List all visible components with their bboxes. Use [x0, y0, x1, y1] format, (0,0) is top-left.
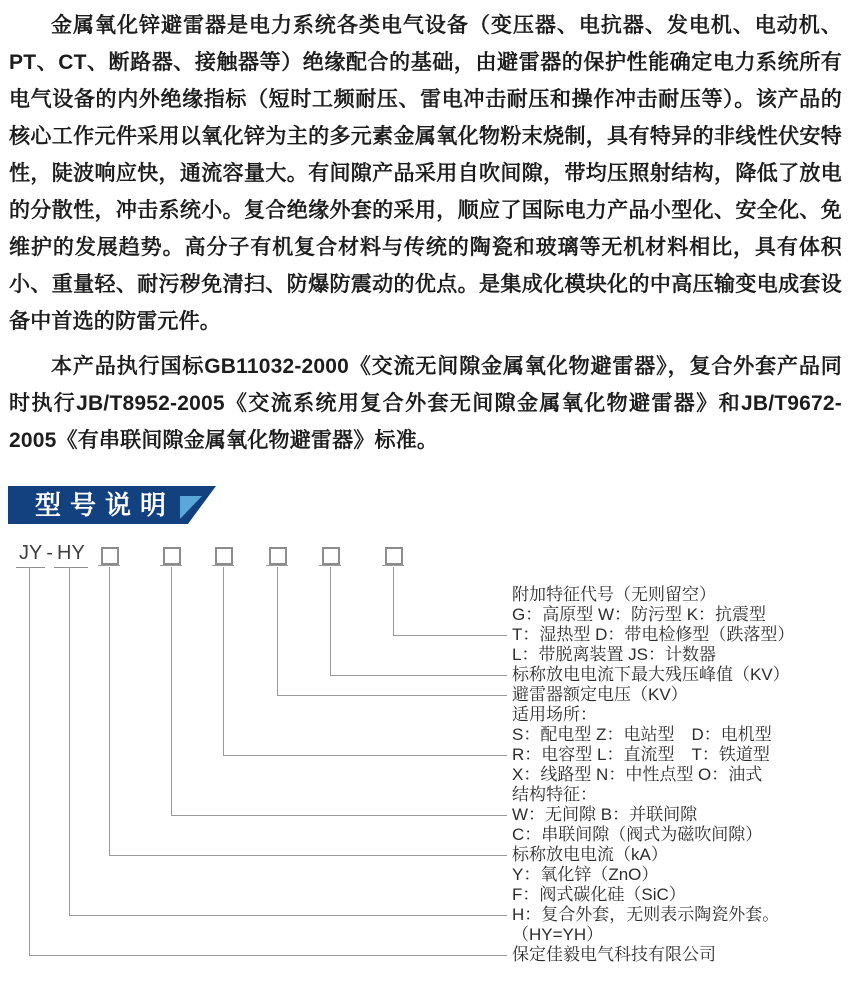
- connector-v-box1: [109, 567, 110, 855]
- model-code-box-5: [322, 547, 340, 565]
- legend-block: [512, 585, 794, 965]
- legend-line-structure-codes-1: W：无间隙 B：并联间隙: [512, 805, 698, 824]
- connector-v-box5: [330, 567, 331, 675]
- box-underline-2: [160, 565, 182, 566]
- connector-v-box6: [393, 567, 394, 635]
- model-code-box-4: [269, 547, 287, 565]
- legend-line-additional-feature-codes-2: T：湿热型 D：带电检修型（跌落型）: [512, 625, 795, 644]
- connector-v-hy: [69, 567, 70, 915]
- connector-h-box4: [277, 695, 507, 696]
- legend-line-material-zno: Y：氧化锌（ZnO）: [512, 865, 659, 884]
- model-code-box-6: [385, 547, 403, 565]
- connector-v-box4: [277, 567, 278, 695]
- connector-h-box3: [223, 755, 507, 756]
- legend-line-additional-feature-title: 附加特征代号（无则留空）: [512, 585, 716, 604]
- legend-line-additional-feature-codes-3: L：带脱离装置 JS：计数器: [512, 645, 717, 664]
- legend-line-nominal-discharge-current: 标称放电电流（kA）: [512, 845, 668, 864]
- legend-line-application-codes-1: S：配电型 Z：电站型 D：电机型: [512, 725, 772, 744]
- connector-h-box5: [330, 675, 507, 676]
- legend-line-housing: H：复合外套，无则表示陶瓷外套。: [512, 905, 780, 924]
- model-code-box-2: [163, 547, 181, 565]
- legend-line-hy-note: （HY=YH）: [512, 925, 604, 944]
- connector-h-box2: [171, 815, 507, 816]
- legend-line-rated-voltage: 避雷器额定电压（KV）: [512, 685, 688, 704]
- section-title: 型号说明: [35, 490, 176, 520]
- model-code-separator: -: [46, 542, 54, 564]
- connector-h-hy: [69, 915, 507, 916]
- legend-line-application-codes-3: X：线路型 N：中性点型 O：油式: [512, 765, 763, 784]
- box-underline-6: [382, 565, 404, 566]
- box-underline-5: [319, 565, 341, 566]
- connector-h-jy: [29, 955, 507, 956]
- model-code-box-3: [215, 547, 233, 565]
- legend-line-application-title: 适用场所：: [512, 705, 597, 724]
- intro-paragraph-2: 本产品执行国标GB11032-2000《交流无间隙金属氧化物避雷器》，复合外套产品同时执行JB/T8952-2005《交流系统用复合外套无间隙金属氧化物避雷器》和JB/T9672-2005《有串联间隙金属氧化物避雷器》标准。: [9, 355, 842, 452]
- box-underline-4: [266, 565, 288, 566]
- intro-section: [9, 7, 842, 459]
- connector-h-box1: [109, 855, 507, 856]
- legend-line-company-name: 保定佳毅电气科技有限公司: [512, 945, 716, 964]
- legend-line-material-sic: F：阀式碳化硅（SiC）: [512, 885, 686, 904]
- box-underline-1: [98, 565, 120, 566]
- connector-h-box6: [393, 635, 507, 636]
- legend-line-structure-codes-2: C：串联间隙（阀式为磁吹间隙）: [512, 825, 763, 844]
- legend-line-application-codes-2: R：电容型 L：直流型 T：铁道型: [512, 745, 770, 764]
- legend-line-max-residual-voltage: 标称放电电流下最大残压峰值（KV）: [512, 665, 790, 684]
- legend-line-structure-title: 结构特征：: [512, 785, 597, 804]
- section-banner: [8, 486, 216, 524]
- model-code-prefix: JY: [16, 542, 45, 568]
- connector-v-box2: [171, 567, 172, 815]
- connector-v-box3: [223, 567, 224, 755]
- model-code: [16, 542, 88, 568]
- model-code-type: HY: [54, 542, 88, 568]
- box-underline-3: [212, 565, 234, 566]
- connector-v-jy: [29, 567, 30, 955]
- legend-line-additional-feature-codes-1: G：高原型 W：防污型 K：抗震型: [512, 605, 767, 624]
- model-code-box-1: [101, 547, 119, 565]
- intro-paragraph-1: 金属氧化锌避雷器是电力系统各类电气设备（变压器、电抗器、发电机、电动机、PT、CT、断路器、接触器等）绝缘配合的基础，由避雷器的保护性能确定电力系统所有电气设备的内外绝缘指标（短时工频耐压、雷电冲击耐压和操作冲击耐压等）。该产品的核心工作元件采用以氧化锌为主的多元素金属氧化物粉末烧制，具有特异的非线性伏安特性，陡波响应快，通流容量大。有间隙产品采用自吹间隙，带均压照射结构，降低了放电的分散性，冲击系统小。复合绝缘外套的采用，顺应了国际电力产品小型化、安全化、免维护的发展趋势。高分子有机复合材料与传统的陶瓷和玻璃等无机材料相比，具有体积小、重量轻、耐污秽免清扫、防爆防震动的优点。是集成化模块化的中高压输变电成套设备中首选的防雷元件。: [9, 14, 842, 333]
